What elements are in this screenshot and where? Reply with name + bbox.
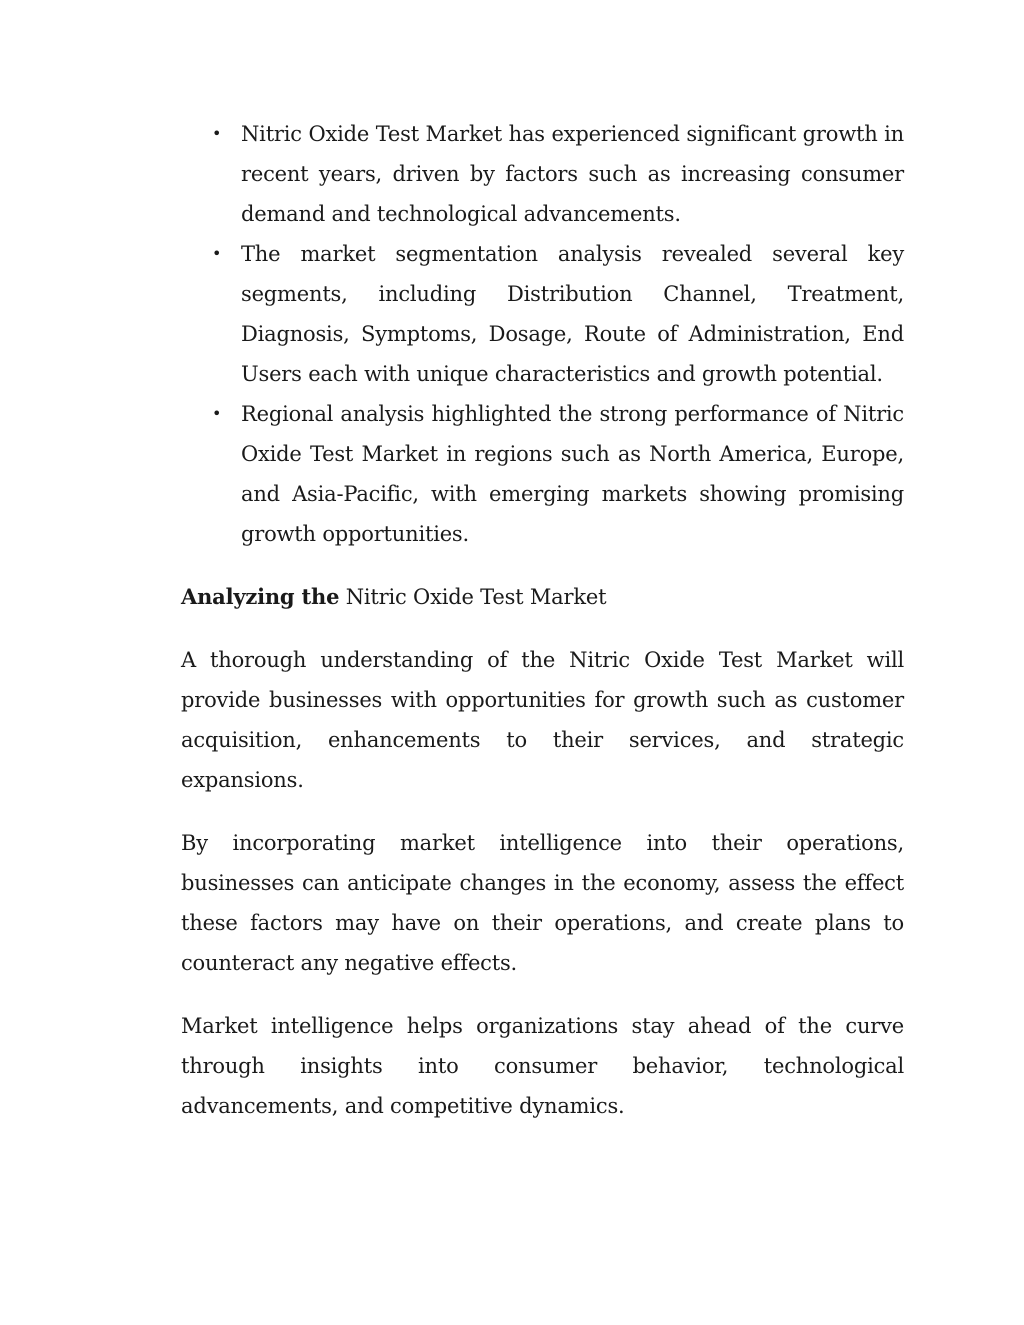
body-paragraph: Market intelligence helps organizations stay ahead of the curve through insights into consumer behavior, technological advancements, and competitive dynamics. [181, 1014, 904, 1118]
bullet-icon: • [212, 404, 222, 423]
bullet-text: The market segmentation analysis revealed several key segments, including Distribution Channel, Treatment, Diagnosis, Symptoms, Dosage, Route of Administration, End Users each with unique characteristics and growth potential. [241, 242, 904, 386]
section-heading-bold: Analyzing the [181, 584, 340, 609]
bullet-item [181, 114, 904, 234]
bullet-icon: • [212, 244, 222, 263]
bullet-text: Nitric Oxide Test Market has experienced significant growth in recent years, driven by factors such as increasing consumer demand and technological advancements. [241, 122, 904, 226]
body-paragraph: By incorporating market intelligence into their operations, businesses can anticipate changes in the economy, assess the effect these factors may have on their operations, and create plans to counteract any negative effects. [181, 831, 904, 975]
section-heading-normal: Nitric Oxide Test Market [345, 585, 607, 609]
summary-bullet-list [181, 114, 904, 554]
document-content [181, 114, 904, 1126]
body-paragraph: A thorough understanding of the Nitric Oxide Test Market will provide businesses with opportunities for growth such as customer acquisition, enhancements to their services, and strategic expansions. [181, 648, 904, 792]
bullet-icon: • [212, 124, 222, 143]
section-heading [181, 577, 904, 617]
bullet-text: Regional analysis highlighted the strong performance of Nitric Oxide Test Market in regions such as North America, Europe, and Asia-Pacific, with emerging markets showing promising growth opportunities. [241, 402, 904, 546]
bullet-item [181, 394, 904, 554]
bullet-item [181, 234, 904, 394]
